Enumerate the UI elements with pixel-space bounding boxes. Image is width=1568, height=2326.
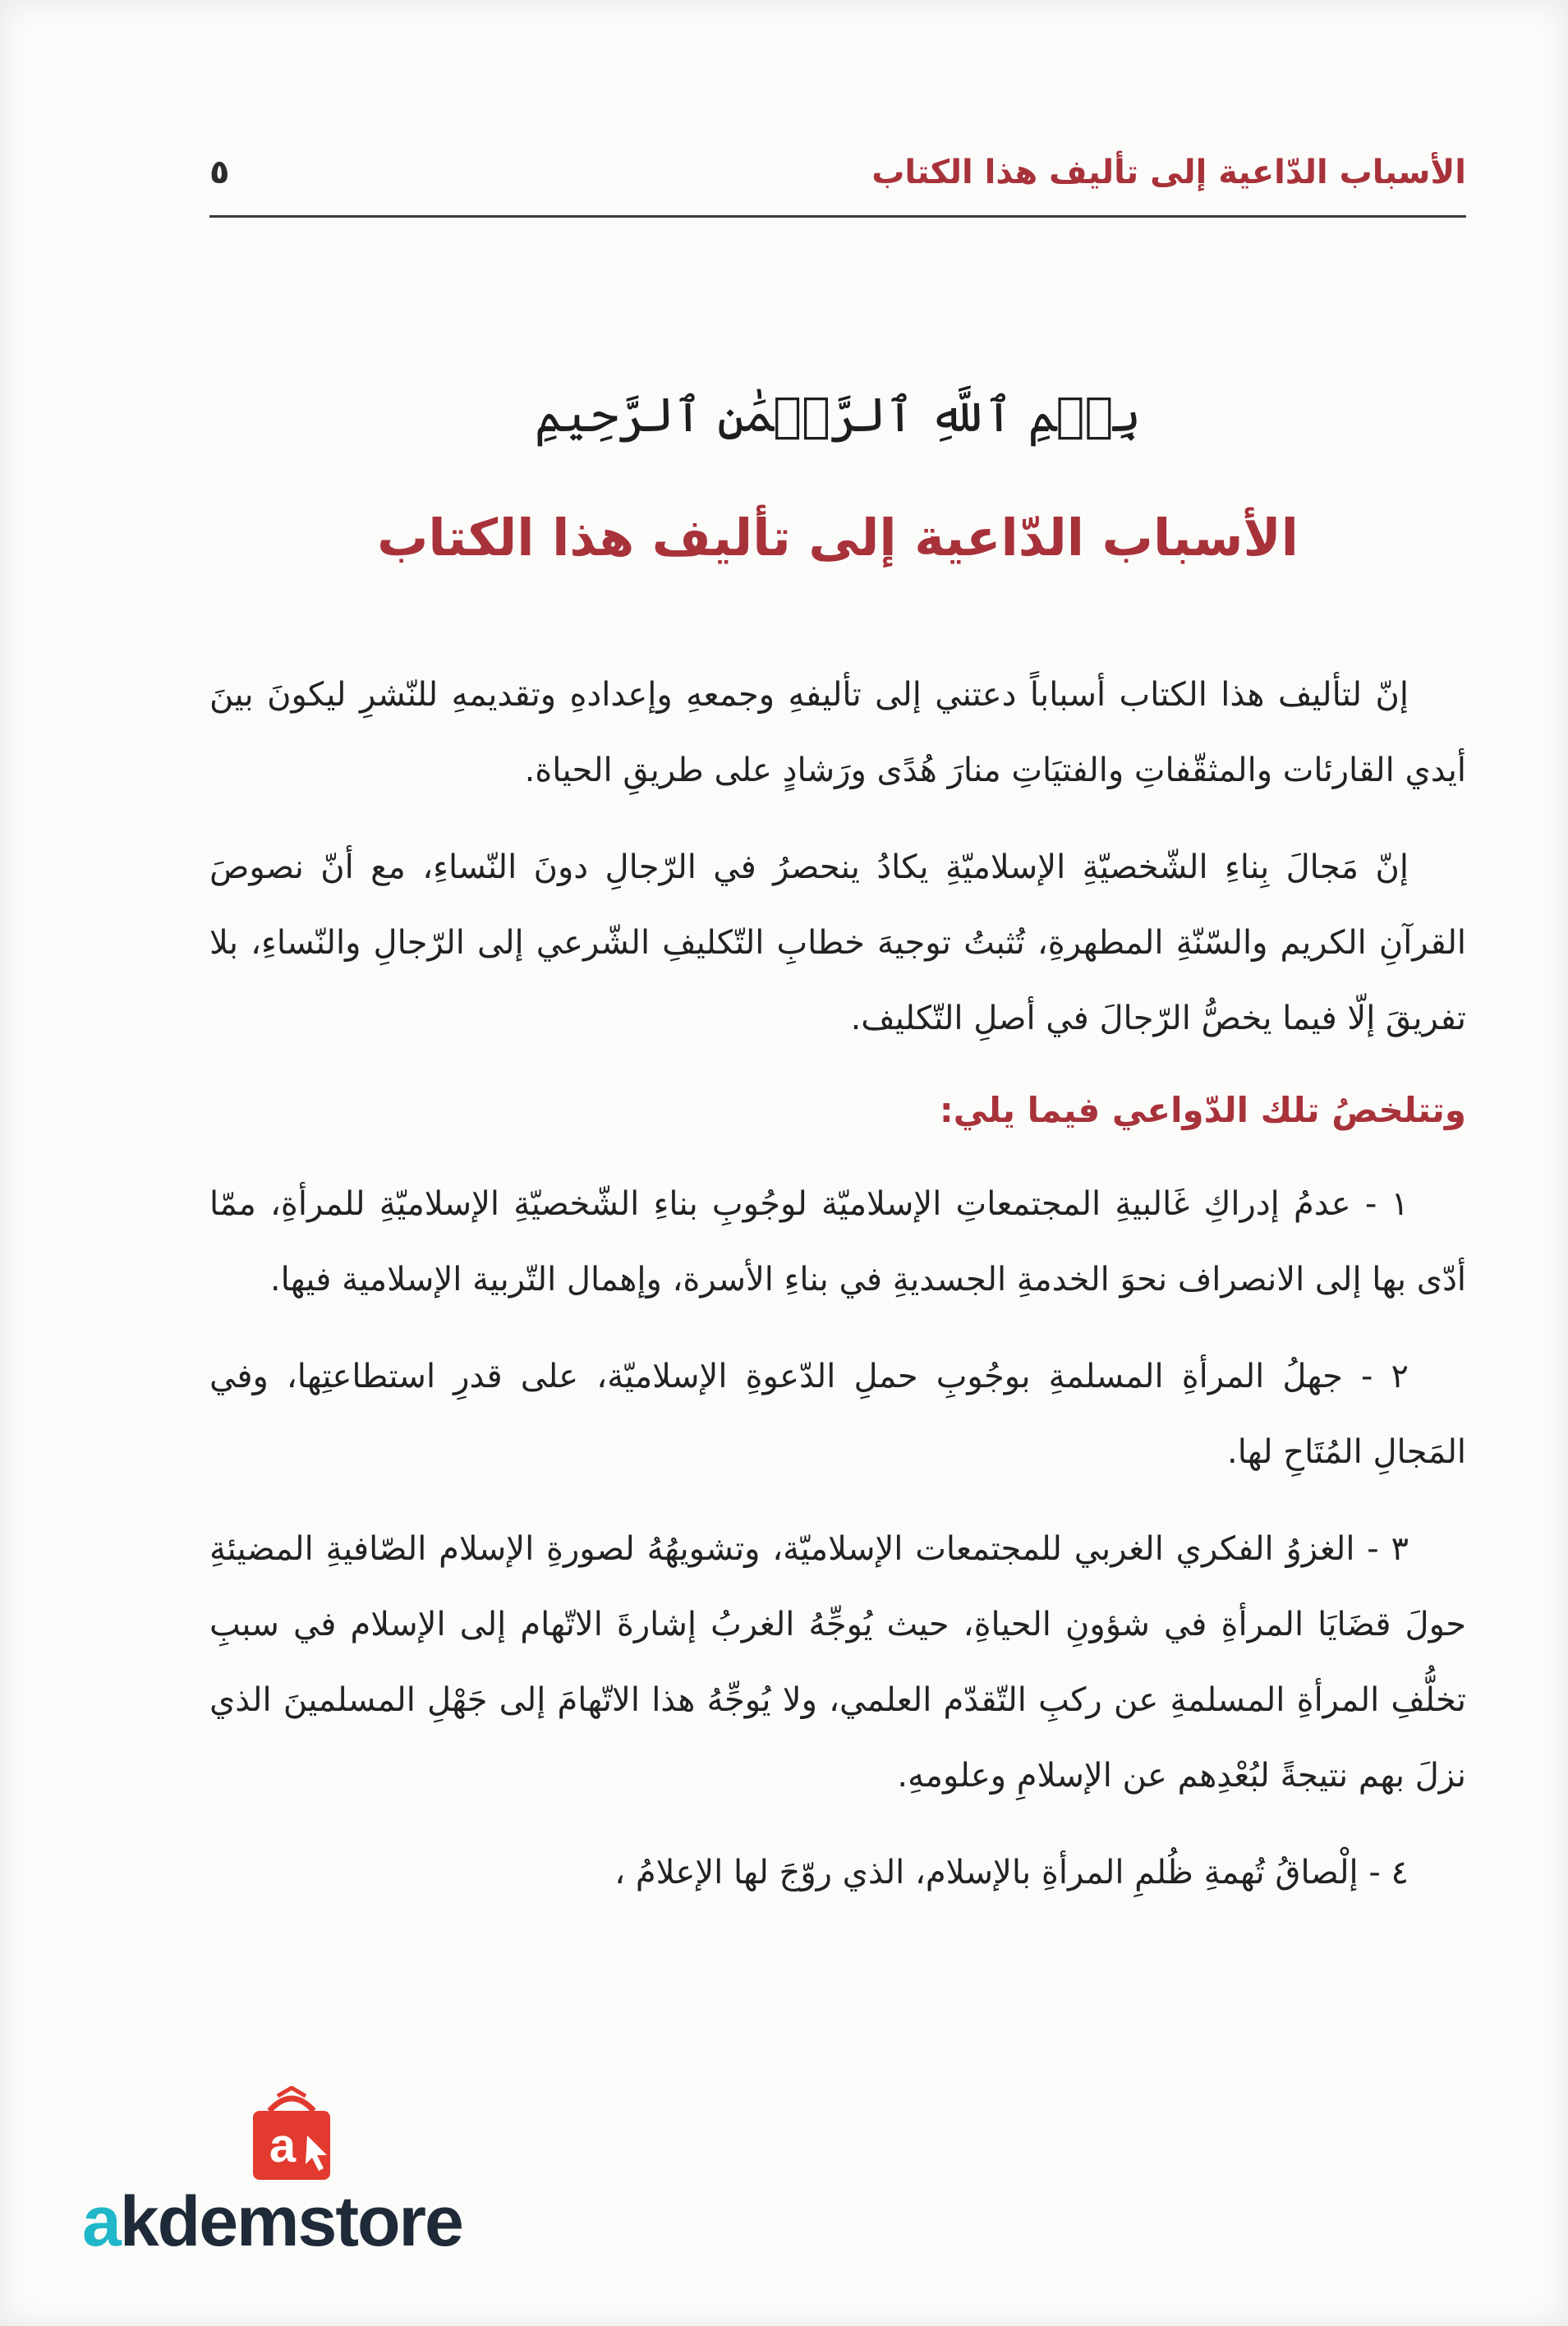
- brand-name-rest: kdemstore: [119, 2182, 462, 2261]
- shopping-bag-icon: [246, 2086, 337, 2185]
- chapter-title: الأسباب الدّاعية إلى تأليف هذا الكتاب: [377, 508, 1299, 568]
- bag-letter: a: [269, 2119, 297, 2172]
- running-header: [209, 148, 1466, 205]
- body-text: [209, 657, 1466, 1932]
- running-title: الأسباب الدّاعية إلى تأليف هذا الكتاب: [871, 154, 1466, 191]
- store-watermark: [82, 2086, 542, 2261]
- reasons-subheading: وتتلخصُ تلك الدّواعي فيما يلي:: [939, 1090, 1466, 1130]
- reason-item-1: ١ - عدمُ إدراكِ غَالبيةِ المجتمعاتِ الإسلاميّة لوجُوبِ بناءِ الشّخصيّةِ الإسلاميّةِ للمرأةِ، ممّا أدّى بها إلى الانصراف نحوَ الخدمةِ الجسديةِ في بناءِ الأسرة، وإهمال التّربية الإسلامية فيها.: [209, 1185, 1466, 1299]
- reason-item-4: ٤ - إلْصاقُ تُهمةِ ظُلمِ المرأةِ بالإسلام، الذي روّجَ لها الإعلامُ ،: [614, 1854, 1409, 1892]
- page-number: ٥: [209, 154, 230, 191]
- intro-paragraph-2: إنّ مَجالَ بِناءِ الشّخصيّةِ الإسلاميّةِ يكادُ ينحصرُ في الرّجالِ دونَ النّساءِ، مع أنّ نصوصَ القرآنِ الكريم والسّنّةِ المطهرةِ، تُثبتُ توجيهَ خطابِ التّكليفِ الشّرعي إلى الرّجالِ والنّساءِ، بلا تفريقَ إلّا فيما يخصُّ الرّجالَ في أصلِ التّكليف.: [209, 848, 1466, 1037]
- basmala: بِسۡمِ ٱللَّهِ ٱلرَّحۡمَٰنِ ٱلرَّحِيمِ: [534, 387, 1142, 443]
- reason-item-2: ٢ - جهلُ المرأةِ المسلمةِ بوجُوبِ حملِ الدّعوةِ الإسلاميّة، على قدرِ استطاعتِها، وفي المَجالِ المُتَاحِ لها.: [209, 1358, 1466, 1471]
- intro-paragraph-1: إنّ لتأليف هذا الكتاب أسباباً دعتني إلى تأليفهِ وجمعهِ وإعدادهِ وتقديمهِ للنّشرِ ليكونَ بينَ أيدي القارئات والمثقّفاتِ والفتيَاتِ منارَ هُدًى ورَشادٍ على طريقِ الحياة.: [209, 676, 1466, 789]
- reason-item-3: ٣ - الغزوُ الفكري الغربي للمجتمعات الإسلاميّة، وتشويهُهُ لصورةِ الإسلام الصّافيةِ المضيئةِ حولَ قضَايَا المرأةِ في شؤونِ الحياةِ، حيث يُوجِّهُ الغربُ إشارةَ الاتّهام إلى الإسلام في سببِ تخلُّفِ المرأةِ المسلمةِ عن ركبِ التّقدّم العلمي، ولا يُوجِّهُ هذا الاتّهامَ إلى جَهْلِ المسلمينَ الذي نزلَ بهم نتيجةً لبُعْدِهم عن الإسلامِ وعلومهِ.: [209, 1530, 1466, 1795]
- brand-letter-a: a: [82, 2182, 120, 2261]
- brand-wordmark: [82, 2182, 462, 2261]
- header-divider: [209, 215, 1466, 218]
